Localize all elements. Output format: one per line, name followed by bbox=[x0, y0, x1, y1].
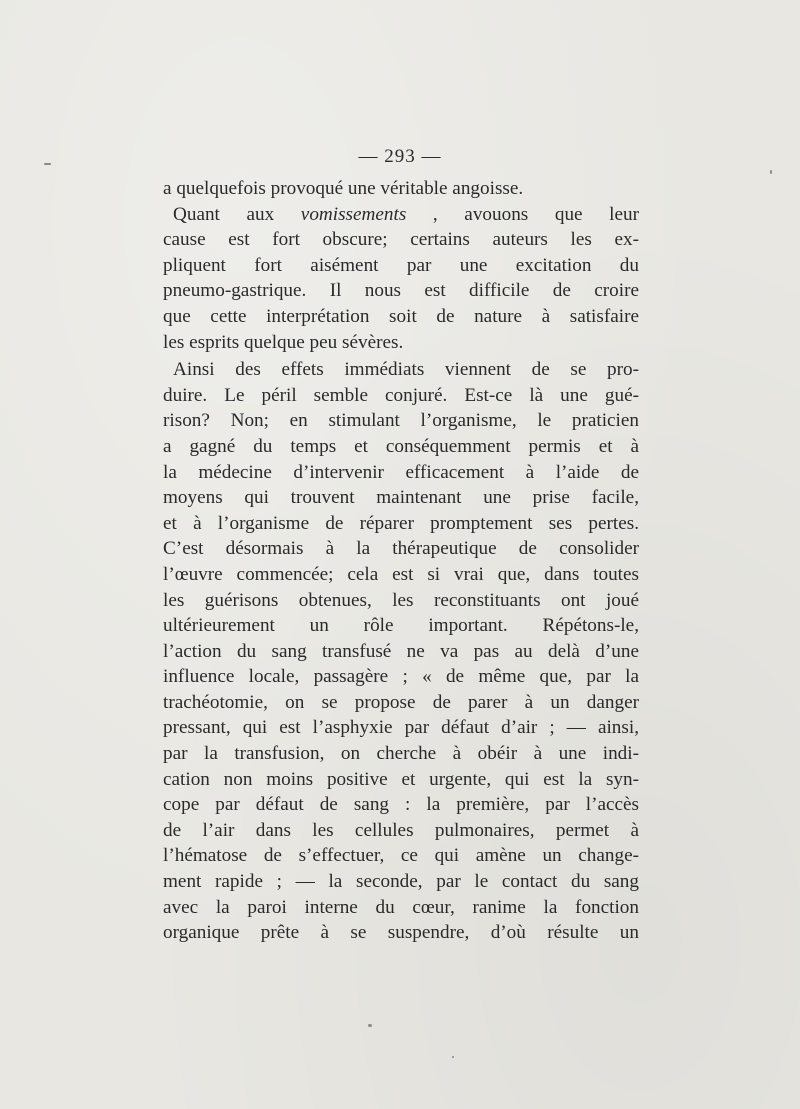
text-line-content: cation non moins positive et urgente, qui est la syn- bbox=[163, 768, 639, 790]
text-line-content: moyens qui trouvent maintenant une prise facile, bbox=[163, 487, 639, 509]
text-line-content: ment rapide ; — la seconde, par le contact du sang bbox=[163, 871, 639, 893]
text-line bbox=[163, 511, 639, 537]
text-line-content: les esprits quelque peu sévères. bbox=[163, 331, 404, 353]
paper-speck bbox=[44, 163, 51, 165]
text-line-content: pliquent fort aisément par une excitation du bbox=[163, 254, 639, 276]
text-line bbox=[163, 895, 639, 921]
text-line bbox=[163, 434, 639, 460]
text-line bbox=[163, 562, 639, 588]
text-line bbox=[163, 202, 639, 228]
text-line-content: cope par défaut de sang : la première, par l’accès bbox=[163, 794, 639, 816]
text-line-content: influence locale, passagère ; « de même que, par la bbox=[163, 666, 639, 688]
paper-speck bbox=[452, 1056, 454, 1058]
text-line-content: l’œuvre commencée; cela est si vrai que, dans toutes bbox=[163, 563, 639, 585]
text-line bbox=[163, 383, 639, 409]
text-line bbox=[163, 588, 639, 614]
text-line bbox=[163, 869, 639, 895]
text-line bbox=[163, 176, 639, 202]
text-line-content: les guérisons obtenues, les reconstituants ont joué bbox=[163, 589, 639, 611]
text-line-content: C’est désormais à la thérapeutique de consolider bbox=[163, 538, 639, 560]
emphasized-word: vomissements bbox=[300, 203, 407, 225]
paper-speck bbox=[368, 1024, 372, 1027]
text-line bbox=[163, 843, 639, 869]
text-line bbox=[163, 460, 639, 486]
text-line bbox=[163, 278, 639, 304]
page-number: — 293 — bbox=[358, 146, 442, 167]
text-line-content: duire. Le péril semble conjuré. Est-ce là une gué- bbox=[163, 384, 639, 406]
text-line-content: cause est fort obscure; certains auteurs les ex- bbox=[163, 229, 639, 251]
text-line-content: rison? Non; en stimulant l’organisme, le praticien bbox=[163, 410, 639, 432]
text-line-content: trachéotomie, on se propose de parer à un danger bbox=[163, 691, 639, 713]
text-line-content: organique prête à se suspendre, d’où résulte un bbox=[163, 922, 639, 944]
text-line bbox=[163, 227, 639, 253]
text-line-content: l’action du sang transfusé ne va pas au delà d’une bbox=[163, 640, 639, 662]
text-line bbox=[163, 818, 639, 844]
text-line-content: par la transfusion, on cherche à obéir à une indi- bbox=[163, 743, 639, 765]
text-line-content: a gagné du temps et conséquemment permis et à bbox=[163, 435, 639, 457]
text-line bbox=[163, 741, 639, 767]
text-line bbox=[163, 536, 639, 562]
text-line-content: Ainsi des effets immédiats viennent de se pro- bbox=[173, 359, 639, 381]
text-line-content: Quant aux bbox=[173, 203, 301, 225]
text-line bbox=[163, 690, 639, 716]
text-line bbox=[163, 408, 639, 434]
text-line bbox=[163, 715, 639, 741]
text-line-content: l’hématose de s’effectuer, ce qui amène un change- bbox=[163, 845, 639, 867]
text-line-content: avec la paroi interne du cœur, ranime la fonction bbox=[163, 896, 639, 918]
text-line-content: , avouons que leur bbox=[406, 203, 639, 225]
text-line-content: pneumo-gastrique. Il nous est difficile de croire bbox=[163, 280, 639, 302]
text-line bbox=[163, 330, 639, 356]
text-line bbox=[163, 920, 639, 946]
text-line-content: a quelquefois provoqué une véritable angoisse. bbox=[163, 178, 524, 199]
text-line bbox=[163, 767, 639, 793]
text-line-content: ultérieurement un rôle important. Répétons-le, bbox=[163, 615, 639, 637]
text-line bbox=[163, 639, 639, 665]
text-line bbox=[163, 485, 639, 511]
text-line bbox=[163, 253, 639, 279]
text-line-content: que cette interprétation soit de nature à satisfaire bbox=[163, 305, 639, 327]
text-line bbox=[163, 357, 639, 383]
text-line bbox=[163, 613, 639, 639]
text-line-content: la médecine d’intervenir efficacement à l’aide de bbox=[163, 461, 639, 483]
paper-speck bbox=[770, 170, 772, 174]
text-line bbox=[163, 304, 639, 330]
text-line-content: de l’air dans les cellules pulmonaires, permet à bbox=[163, 819, 639, 841]
text-line-content: et à l’organisme de réparer promptement ses pertes. bbox=[163, 512, 639, 534]
text-line bbox=[163, 664, 639, 690]
body-text bbox=[163, 176, 639, 946]
text-line bbox=[163, 792, 639, 818]
text-line-content: pressant, qui est l’asphyxie par défaut d’air ; — ainsi, bbox=[163, 717, 639, 739]
